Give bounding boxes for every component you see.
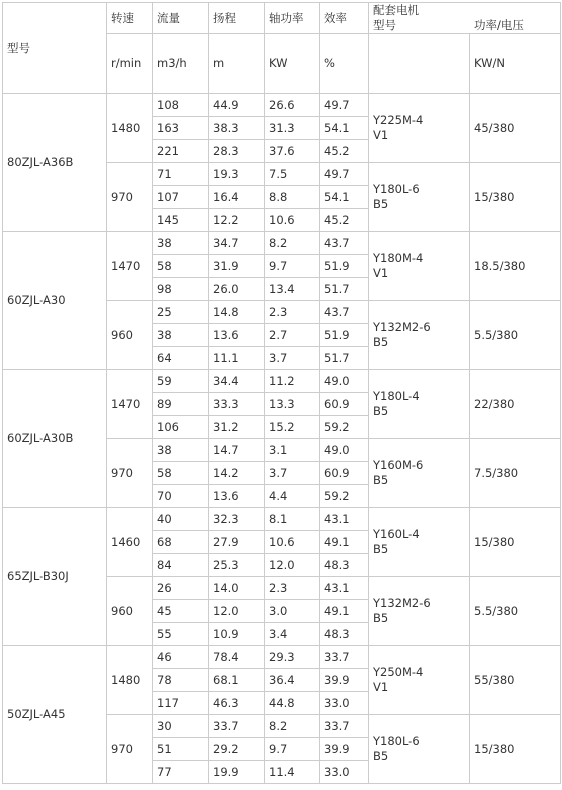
shaft-power-cell: 3.4 (265, 623, 320, 646)
speed-cell: 1480 (107, 94, 153, 163)
head-cell: 10.9 (209, 623, 265, 646)
speed-cell: 1470 (107, 370, 153, 439)
flow-cell: 117 (153, 692, 209, 715)
motor-model-line2: B5 (373, 542, 389, 556)
header-motor-group (369, 3, 561, 34)
speed-cell: 960 (107, 577, 153, 646)
head-cell: 14.2 (209, 462, 265, 485)
motor-model-line2: B5 (373, 749, 389, 763)
flow-cell: 106 (153, 416, 209, 439)
shaft-power-cell: 2.7 (265, 324, 320, 347)
flow-cell: 38 (153, 232, 209, 255)
flow-cell: 64 (153, 347, 209, 370)
shaft-power-cell: 44.8 (265, 692, 320, 715)
header-motor-group-label: 配套电机 (373, 3, 419, 17)
motor-model-line1: Y132M2-6 (373, 320, 431, 334)
shaft-power-cell: 3.1 (265, 439, 320, 462)
motor-model-line2: B5 (373, 335, 389, 349)
head-cell: 12.2 (209, 209, 265, 232)
motor-model-line2: V1 (373, 680, 389, 694)
head-cell: 13.6 (209, 324, 265, 347)
head-cell: 34.4 (209, 370, 265, 393)
shaft-power-cell: 2.3 (265, 577, 320, 600)
flow-cell: 77 (153, 761, 209, 784)
motor-model-line2: V1 (373, 266, 389, 280)
head-cell: 31.2 (209, 416, 265, 439)
efficiency-cell: 54.1 (320, 117, 369, 140)
flow-cell: 71 (153, 163, 209, 186)
power-voltage-cell: 18.5/380 (470, 232, 561, 301)
head-cell: 78.4 (209, 646, 265, 669)
efficiency-cell: 59.2 (320, 416, 369, 439)
unit-motor-model (369, 34, 470, 94)
header-model: 型号 (3, 3, 107, 94)
shaft-power-cell: 8.1 (265, 508, 320, 531)
shaft-power-cell: 3.7 (265, 462, 320, 485)
head-cell: 46.3 (209, 692, 265, 715)
efficiency-cell: 39.9 (320, 738, 369, 761)
flow-cell: 45 (153, 600, 209, 623)
power-voltage-cell: 5.5/380 (470, 301, 561, 370)
shaft-power-cell: 11.2 (265, 370, 320, 393)
flow-cell: 46 (153, 646, 209, 669)
motor-model-line1: Y180M-4 (373, 251, 424, 265)
head-cell: 14.7 (209, 439, 265, 462)
motor-model-cell (369, 301, 470, 370)
head-cell: 26.0 (209, 278, 265, 301)
flow-cell: 38 (153, 439, 209, 462)
head-cell: 11.1 (209, 347, 265, 370)
table-row (3, 94, 561, 117)
flow-cell: 40 (153, 508, 209, 531)
flow-cell: 163 (153, 117, 209, 140)
head-cell: 29.2 (209, 738, 265, 761)
shaft-power-cell: 36.4 (265, 669, 320, 692)
head-cell: 27.9 (209, 531, 265, 554)
motor-model-cell (369, 232, 470, 301)
power-voltage-cell: 45/380 (470, 94, 561, 163)
flow-cell: 58 (153, 255, 209, 278)
shaft-power-cell: 12.0 (265, 554, 320, 577)
flow-cell: 51 (153, 738, 209, 761)
flow-cell: 59 (153, 370, 209, 393)
power-voltage-cell: 7.5/380 (470, 439, 561, 508)
speed-cell: 970 (107, 439, 153, 508)
shaft-power-cell: 29.3 (265, 646, 320, 669)
shaft-power-cell: 3.7 (265, 347, 320, 370)
flow-cell: 84 (153, 554, 209, 577)
shaft-power-cell: 4.4 (265, 485, 320, 508)
speed-cell: 970 (107, 715, 153, 784)
flow-cell: 89 (153, 393, 209, 416)
shaft-power-cell: 8.8 (265, 186, 320, 209)
efficiency-cell: 45.2 (320, 140, 369, 163)
table-row (3, 232, 561, 255)
model-name-cell: 60ZJL-A30B (3, 370, 107, 508)
efficiency-cell: 59.2 (320, 485, 369, 508)
motor-model-line2: B5 (373, 473, 389, 487)
header-row (3, 3, 561, 34)
efficiency-cell: 51.7 (320, 278, 369, 301)
motor-model-line2: B5 (373, 197, 389, 211)
motor-model-cell (369, 715, 470, 784)
efficiency-cell: 33.0 (320, 761, 369, 784)
motor-model-line1: Y180L-6 (373, 182, 420, 196)
efficiency-cell: 49.1 (320, 531, 369, 554)
head-cell: 34.7 (209, 232, 265, 255)
shaft-power-cell: 3.0 (265, 600, 320, 623)
head-cell: 19.9 (209, 761, 265, 784)
motor-model-cell (369, 439, 470, 508)
flow-cell: 68 (153, 531, 209, 554)
shaft-power-cell: 9.7 (265, 255, 320, 278)
efficiency-cell: 54.1 (320, 186, 369, 209)
head-cell: 25.3 (209, 554, 265, 577)
pump-spec-table (2, 2, 561, 784)
unit-flow: m3/h (153, 34, 209, 94)
unit-head: m (209, 34, 265, 94)
power-voltage-cell: 15/380 (470, 508, 561, 577)
motor-model-cell (369, 94, 470, 163)
table-row (3, 646, 561, 669)
shaft-power-cell: 13.3 (265, 393, 320, 416)
head-cell: 44.9 (209, 94, 265, 117)
shaft-power-cell: 31.3 (265, 117, 320, 140)
header-motor-model: 型号 (373, 18, 396, 32)
efficiency-cell: 60.9 (320, 393, 369, 416)
shaft-power-cell: 11.4 (265, 761, 320, 784)
motor-model-line1: Y160M-6 (373, 458, 424, 472)
efficiency-cell: 51.9 (320, 324, 369, 347)
shaft-power-cell: 10.6 (265, 209, 320, 232)
efficiency-cell: 49.0 (320, 439, 369, 462)
model-name-cell: 80ZJL-A36B (3, 94, 107, 232)
head-cell: 13.6 (209, 485, 265, 508)
header-head: 扬程 (209, 3, 265, 34)
efficiency-cell: 48.3 (320, 623, 369, 646)
shaft-power-cell: 13.4 (265, 278, 320, 301)
model-name-cell: 60ZJL-A30 (3, 232, 107, 370)
motor-model-line1: Y225M-4 (373, 113, 424, 127)
header-flow: 流量 (153, 3, 209, 34)
head-cell: 33.3 (209, 393, 265, 416)
table-row (3, 508, 561, 531)
head-cell: 32.3 (209, 508, 265, 531)
head-cell: 68.1 (209, 669, 265, 692)
efficiency-cell: 48.3 (320, 554, 369, 577)
efficiency-cell: 43.1 (320, 508, 369, 531)
shaft-power-cell: 2.3 (265, 301, 320, 324)
efficiency-cell: 33.7 (320, 646, 369, 669)
shaft-power-cell: 9.7 (265, 738, 320, 761)
efficiency-cell: 49.0 (320, 370, 369, 393)
efficiency-cell: 49.1 (320, 600, 369, 623)
model-name-cell: 65ZJL-B30J (3, 508, 107, 646)
power-voltage-cell: 55/380 (470, 646, 561, 715)
unit-speed: r/min (107, 34, 153, 94)
speed-cell: 1470 (107, 232, 153, 301)
head-cell: 16.4 (209, 186, 265, 209)
flow-cell: 58 (153, 462, 209, 485)
shaft-power-cell: 8.2 (265, 232, 320, 255)
efficiency-cell: 33.7 (320, 715, 369, 738)
efficiency-cell: 39.9 (320, 669, 369, 692)
motor-model-cell (369, 646, 470, 715)
header-efficiency: 效率 (320, 3, 369, 34)
head-cell: 14.0 (209, 577, 265, 600)
head-cell: 38.3 (209, 117, 265, 140)
unit-shaft-power: KW (265, 34, 320, 94)
motor-model-cell (369, 508, 470, 577)
flow-cell: 98 (153, 278, 209, 301)
speed-cell: 970 (107, 163, 153, 232)
head-cell: 19.3 (209, 163, 265, 186)
motor-model-line2: B5 (373, 404, 389, 418)
motor-model-cell (369, 577, 470, 646)
unit-power-voltage: KW/N (470, 34, 561, 94)
shaft-power-cell: 10.6 (265, 531, 320, 554)
head-cell: 28.3 (209, 140, 265, 163)
efficiency-cell: 43.7 (320, 301, 369, 324)
efficiency-cell: 49.7 (320, 163, 369, 186)
head-cell: 12.0 (209, 600, 265, 623)
efficiency-cell: 43.7 (320, 232, 369, 255)
motor-model-line2: V1 (373, 128, 389, 142)
unit-efficiency: % (320, 34, 369, 94)
motor-model-line1: Y180L-4 (373, 389, 420, 403)
shaft-power-cell: 26.6 (265, 94, 320, 117)
flow-cell: 30 (153, 715, 209, 738)
motor-model-line1: Y132M2-6 (373, 596, 431, 610)
shaft-power-cell: 7.5 (265, 163, 320, 186)
flow-cell: 70 (153, 485, 209, 508)
efficiency-cell: 49.7 (320, 94, 369, 117)
efficiency-cell: 43.1 (320, 577, 369, 600)
efficiency-cell: 51.7 (320, 347, 369, 370)
flow-cell: 107 (153, 186, 209, 209)
speed-cell: 960 (107, 301, 153, 370)
speed-cell: 1480 (107, 646, 153, 715)
flow-cell: 26 (153, 577, 209, 600)
flow-cell: 78 (153, 669, 209, 692)
efficiency-cell: 45.2 (320, 209, 369, 232)
flow-cell: 38 (153, 324, 209, 347)
shaft-power-cell: 8.2 (265, 715, 320, 738)
table-row (3, 370, 561, 393)
head-cell: 31.9 (209, 255, 265, 278)
shaft-power-cell: 37.6 (265, 140, 320, 163)
motor-model-cell (369, 370, 470, 439)
motor-model-line2: B5 (373, 611, 389, 625)
header-shaft-power: 轴功率 (265, 3, 320, 34)
efficiency-cell: 51.9 (320, 255, 369, 278)
efficiency-cell: 33.0 (320, 692, 369, 715)
efficiency-cell: 60.9 (320, 462, 369, 485)
head-cell: 33.7 (209, 715, 265, 738)
shaft-power-cell: 15.2 (265, 416, 320, 439)
flow-cell: 108 (153, 94, 209, 117)
header-power-voltage: 功率/电压 (474, 18, 524, 32)
motor-model-line1: Y180L-6 (373, 734, 420, 748)
power-voltage-cell: 22/380 (470, 370, 561, 439)
flow-cell: 25 (153, 301, 209, 324)
flow-cell: 221 (153, 140, 209, 163)
power-voltage-cell: 15/380 (470, 163, 561, 232)
flow-cell: 55 (153, 623, 209, 646)
power-voltage-cell: 15/380 (470, 715, 561, 784)
head-cell: 14.8 (209, 301, 265, 324)
motor-model-line1: Y250M-4 (373, 665, 424, 679)
model-name-cell: 50ZJL-A45 (3, 646, 107, 784)
header-speed: 转速 (107, 3, 153, 34)
motor-model-cell (369, 163, 470, 232)
speed-cell: 1460 (107, 508, 153, 577)
motor-model-line1: Y160L-4 (373, 527, 420, 541)
flow-cell: 145 (153, 209, 209, 232)
power-voltage-cell: 5.5/380 (470, 577, 561, 646)
